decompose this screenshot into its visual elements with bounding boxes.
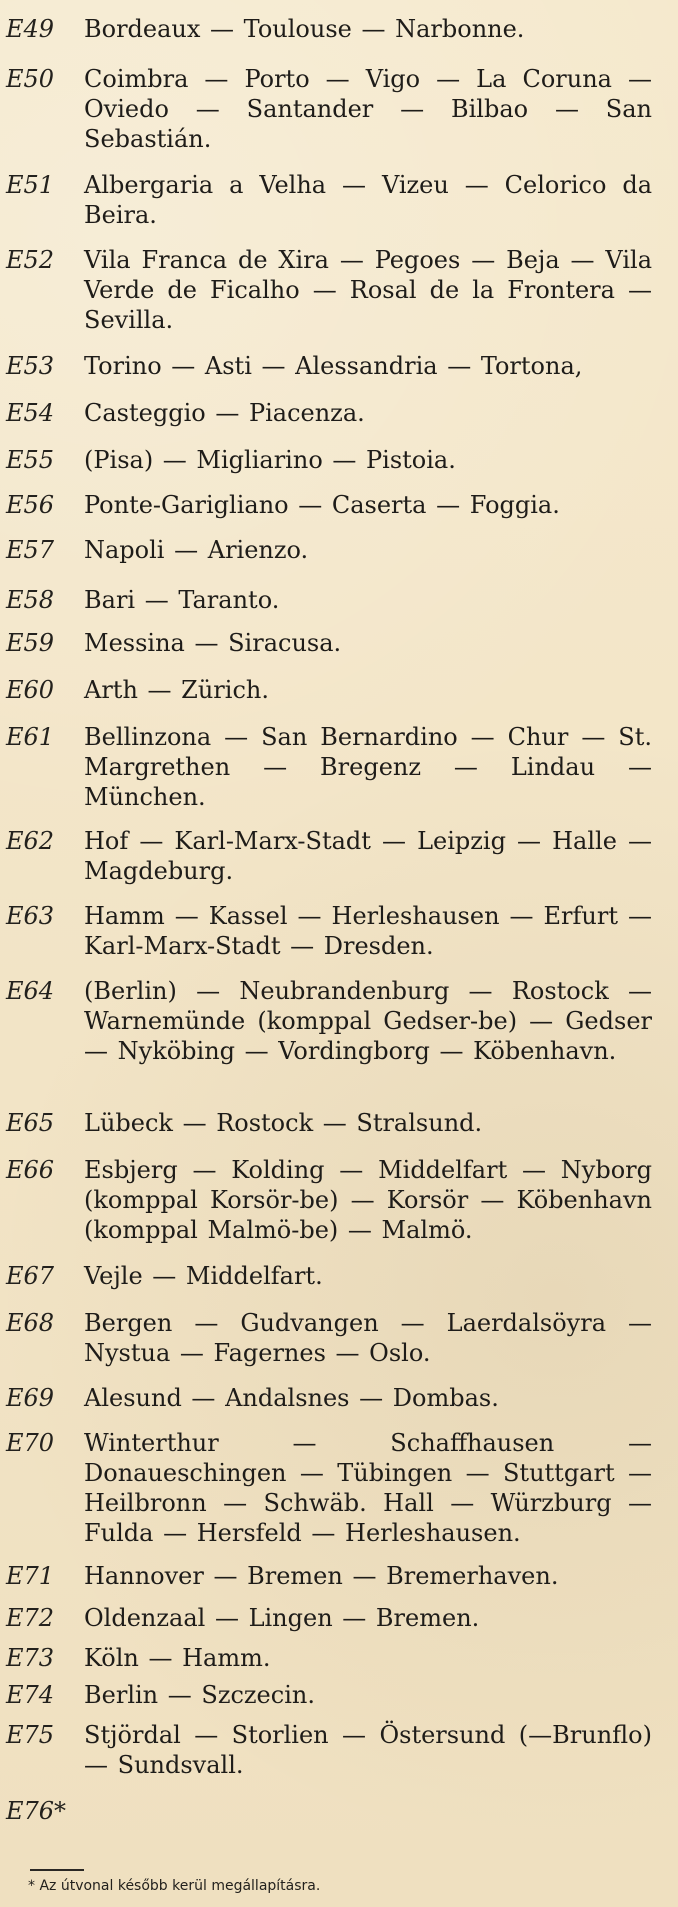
route-code: E57 [6, 536, 55, 564]
route-code: E70 [6, 1429, 55, 1457]
route-text: Esbjerg — Kolding — Middelfart — Nyborg (komppal Korsör-be) — Korsör — Köbenhavn (komppal Malmö-be) — Malmö. [84, 1156, 652, 1244]
route-code: E50 [6, 65, 55, 93]
route-text: Coimbra — Porto — Vigo — La Coruna — Oviedo — Santander — Bilbao — San Sebastián. [84, 65, 652, 153]
route-text: (Berlin) — Neubrandenburg — Rostock — Warnemünde (komppal Gedser-be) — Gedser — Nyköbing — Vordingborg — Köbenhavn. [84, 977, 652, 1065]
route-text: Vejle — Middelfart. [84, 1262, 323, 1290]
route-code: E62 [6, 827, 55, 855]
route-code: E68 [6, 1309, 55, 1337]
route-text: Hof — Karl-Marx-Stadt — Leipzig — Halle — Magdeburg. [84, 827, 652, 885]
route-text: Alesund — Andalsnes — Dombas. [84, 1384, 499, 1412]
route-code: E59 [6, 629, 55, 657]
route-text: Lübeck — Rostock — Stralsund. [84, 1109, 483, 1137]
route-code: E52 [6, 246, 55, 274]
route-code: E76* [6, 1797, 67, 1825]
route-text: Bellinzona — San Bernardino — Chur — St. Margrethen — Bregenz — Lindau — München. [84, 723, 652, 811]
route-code: E61 [6, 723, 55, 751]
route-code: E63 [6, 902, 55, 930]
route-text: Stjördal — Storlien — Östersund (—Brunflo) — Sundsvall. [84, 1721, 652, 1779]
route-text: Ponte-Garigliano — Caserta — Foggia. [84, 491, 560, 519]
footnote-rule [30, 1869, 84, 1871]
route-text: Torino — Asti — Alessandria — Tortona, [84, 352, 583, 380]
route-text: Oldenzaal — Lingen — Bremen. [84, 1604, 480, 1632]
route-text: Bordeaux — Toulouse — Narbonne. [84, 15, 525, 43]
route-text: Casteggio — Piacenza. [84, 399, 365, 427]
route-text: Hannover — Bremen — Bremerhaven. [84, 1562, 559, 1590]
route-text: (Pisa) — Migliarino — Pistoia. [84, 446, 456, 474]
route-code: E49 [6, 15, 55, 43]
route-text: Messina — Siracusa. [84, 629, 342, 657]
route-code: E74 [6, 1681, 55, 1709]
route-code: E75 [6, 1721, 55, 1749]
route-code: E66 [6, 1156, 55, 1184]
route-code: E54 [6, 399, 55, 427]
route-code: E65 [6, 1109, 55, 1137]
route-code: E72 [6, 1604, 55, 1632]
route-code: E73 [6, 1644, 55, 1672]
route-code: E60 [6, 676, 55, 704]
route-code: E67 [6, 1262, 55, 1290]
route-text: Napoli — Arienzo. [84, 536, 309, 564]
route-text: Albergaria a Velha — Vizeu — Celorico da Beira. [84, 171, 652, 229]
route-code: E69 [6, 1384, 55, 1412]
route-text: Hamm — Kassel — Herleshausen — Erfurt — Karl-Marx-Stadt — Dresden. [84, 902, 652, 960]
route-code: E56 [6, 491, 55, 519]
route-text: Berlin — Szczecin. [84, 1681, 315, 1709]
route-code: E53 [6, 352, 55, 380]
route-code: E64 [6, 977, 55, 1005]
route-code: E71 [6, 1562, 55, 1590]
route-text: Vila Franca de Xira — Pegoes — Beja — Vila Verde de Ficalho — Rosal de la Frontera — Sevilla. [84, 246, 652, 334]
route-code: E58 [6, 586, 55, 614]
route-text: Bergen — Gudvangen — Laerdalsöyra — Nystua — Fagernes — Oslo. [84, 1309, 652, 1367]
route-text: Arth — Zürich. [84, 676, 269, 704]
route-text: Köln — Hamm. [84, 1644, 271, 1672]
route-text: Bari — Taranto. [84, 586, 280, 614]
footnote: * Az útvonal később kerül megállapításra. [28, 1878, 321, 1894]
route-code: E51 [6, 171, 55, 199]
route-text: Winterthur — Schaffhausen — Donaueschingen — Tübingen — Stuttgart — Heilbronn — Schwäb. Hall — Würzburg — Fulda — Hersfeld — Herleshausen. [84, 1429, 652, 1547]
route-code: E55 [6, 446, 55, 474]
